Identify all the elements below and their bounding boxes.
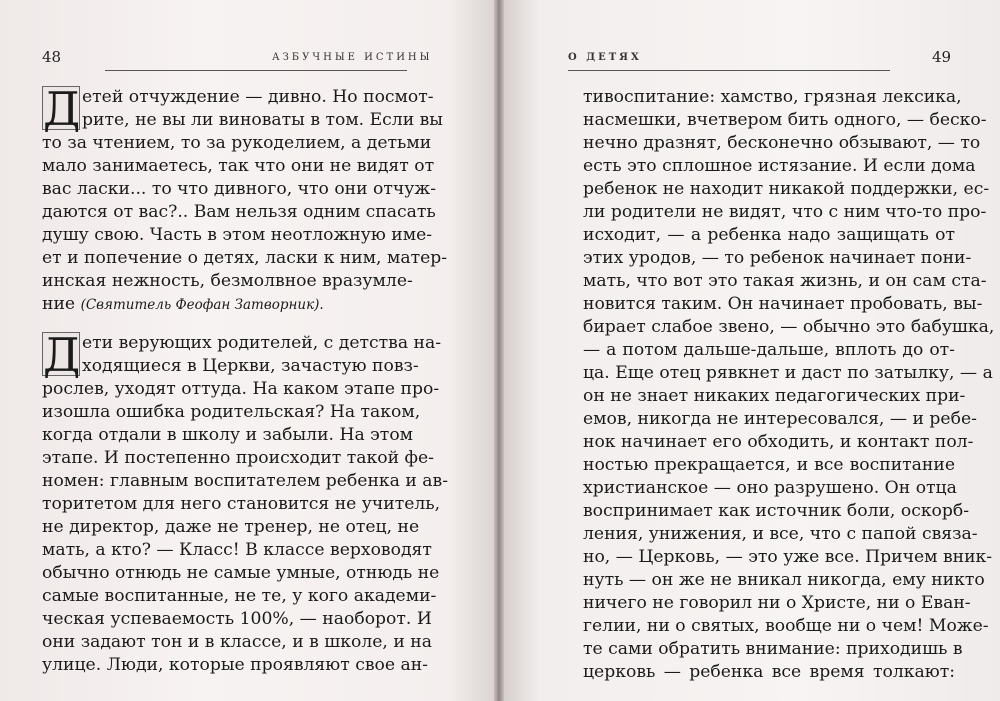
left-running-head: АЗБУЧНЫЕ ИСТИНЫ xyxy=(272,52,433,63)
book-gutter xyxy=(494,0,504,701)
text-line: то за чтением, то за рукоделием, а детьми xyxy=(42,133,432,153)
text-line: нуть — он же не вникал никогда, ему никто xyxy=(583,570,985,590)
text-line: улице. Люди, которые проявляют свое ан- xyxy=(42,655,428,675)
text-line: торитетом для него становится не учитель, xyxy=(42,494,441,514)
attribution: (Святитель Феофан Затворник). xyxy=(80,297,324,313)
text-line: мать, что вот это такая жизнь, и он сам ста- xyxy=(583,271,987,291)
text-line: душу свою. Часть в этом неотложную име- xyxy=(42,225,433,245)
dropcap-2: Д xyxy=(43,328,81,382)
text-line: гелии, ни о святых, вообще ни о чем! Може- xyxy=(583,616,989,636)
paragraph-1 xyxy=(42,82,448,316)
text-line: воспринимает как источник боли, оскорб- xyxy=(583,501,970,521)
text-fragment: ние xyxy=(42,294,76,314)
text-line: ребенок не находит никакой поддержки, ес- xyxy=(583,179,990,199)
text-line: рослев, уходят оттуда. На каком этапе про- xyxy=(42,379,440,399)
text-line: ления, унижения, и все, что с папой связа- xyxy=(583,524,978,544)
text-line: насмешки, вчетвером бить одного, — беско- xyxy=(583,110,987,130)
right-running-head: О ДЕТЯХ xyxy=(568,52,642,63)
text-line: они задают тон и в классе, и в школе, и на xyxy=(42,632,432,652)
text-line: — а потом дальше-дальше, вплоть до от- xyxy=(583,340,955,360)
text-line: когда отдали в школу и забыли. На этом xyxy=(42,425,414,445)
text-line: самые воспитанные, не те, у кого академи- xyxy=(42,586,437,606)
text-line: ет и попечение о детях, ласки к ним, матер- xyxy=(42,248,448,268)
text-line: ети верующих родителей, с детства на- xyxy=(82,333,442,353)
text-line: есть это сплошное истязание. И если дома xyxy=(583,156,976,176)
text-line: ца. Еще отец рявкнет и даст по затылку, — а xyxy=(583,363,993,383)
text-line: номен: главным воспитателем ребенка и ав- xyxy=(42,471,449,491)
text-line: рите, не вы ли виноваты в том. Если вы xyxy=(82,110,443,130)
text-line: даются от вас?.. Вам нельзя одним спасать xyxy=(42,202,436,222)
text-line: бирает слабое звено, — обычно это бабушка, xyxy=(583,317,995,337)
text-line: но, — Церковь, — это уже все. Причем вник- xyxy=(583,547,993,567)
text-line: инская нежность, безмолвное вразумле- xyxy=(42,271,413,291)
text-line: вас ласки... то что дивного, что они отчуж- xyxy=(42,179,437,199)
paragraph-2 xyxy=(42,328,449,677)
text-line: етей отчуждение — дивно. Но посмот- xyxy=(82,87,434,107)
text-line: исходит, — а ребенка надо защищать от xyxy=(583,225,955,245)
text-line: христианское — оно разрушено. Он отца xyxy=(583,478,957,498)
text-line: нечно дразнят, бесконечно обзывают, — то xyxy=(583,133,981,153)
text-line: этих уродов, — то ребенок начинает пони- xyxy=(583,248,972,268)
text-line: этапе. И постепенно происходит такой фе- xyxy=(42,448,434,468)
right-page-number: 49 xyxy=(932,48,952,66)
dropcap-1: Д xyxy=(43,82,81,136)
text-line: ностью прекращается, и все воспитание xyxy=(583,455,955,475)
left-text-block xyxy=(42,82,449,677)
left-header-rule xyxy=(105,70,407,71)
text-line: ходящиеся в Церкви, зачастую повз- xyxy=(82,356,419,376)
text-line: емов, никогда не интересовался, — и ребе- xyxy=(583,409,977,429)
text-line: ничего не говорил ни о Христе, ни о Еван- xyxy=(583,593,971,613)
text-line: мало занимаетесь, так что они не видят от xyxy=(42,156,435,176)
text-line: ли родители не видят, что с ним что-то про- xyxy=(583,202,987,222)
text-line: тивоспитание: хамство, грязная лексика, xyxy=(583,87,962,107)
text-line: ческая успеваемость 100%, — наоборот. И xyxy=(42,609,432,629)
text-line: те сами обратить внимание: приходишь в xyxy=(583,639,963,659)
text-line: обычно отнюдь не самые умные, отнюдь не xyxy=(42,563,440,583)
text-line: не директор, даже не тренер, не отец, не xyxy=(42,517,420,537)
text-line: новится таким. Он начинает пробовать, вы- xyxy=(583,294,983,314)
text-line: нок начинает его обходить, и контакт пол- xyxy=(583,432,974,452)
text-line: он не знает никаких педагогических при- xyxy=(583,386,966,406)
text-line: мать, а кто? — Класс! В классе верховодят xyxy=(42,540,432,560)
right-text-block xyxy=(583,86,995,684)
right-header-rule xyxy=(568,70,890,71)
text-line: изошла ошибка родительская? На таком, xyxy=(42,402,421,422)
text-line: церковь — ребенка все время толкают: xyxy=(583,662,955,682)
text-line xyxy=(42,293,410,316)
left-page-number: 48 xyxy=(42,48,62,66)
